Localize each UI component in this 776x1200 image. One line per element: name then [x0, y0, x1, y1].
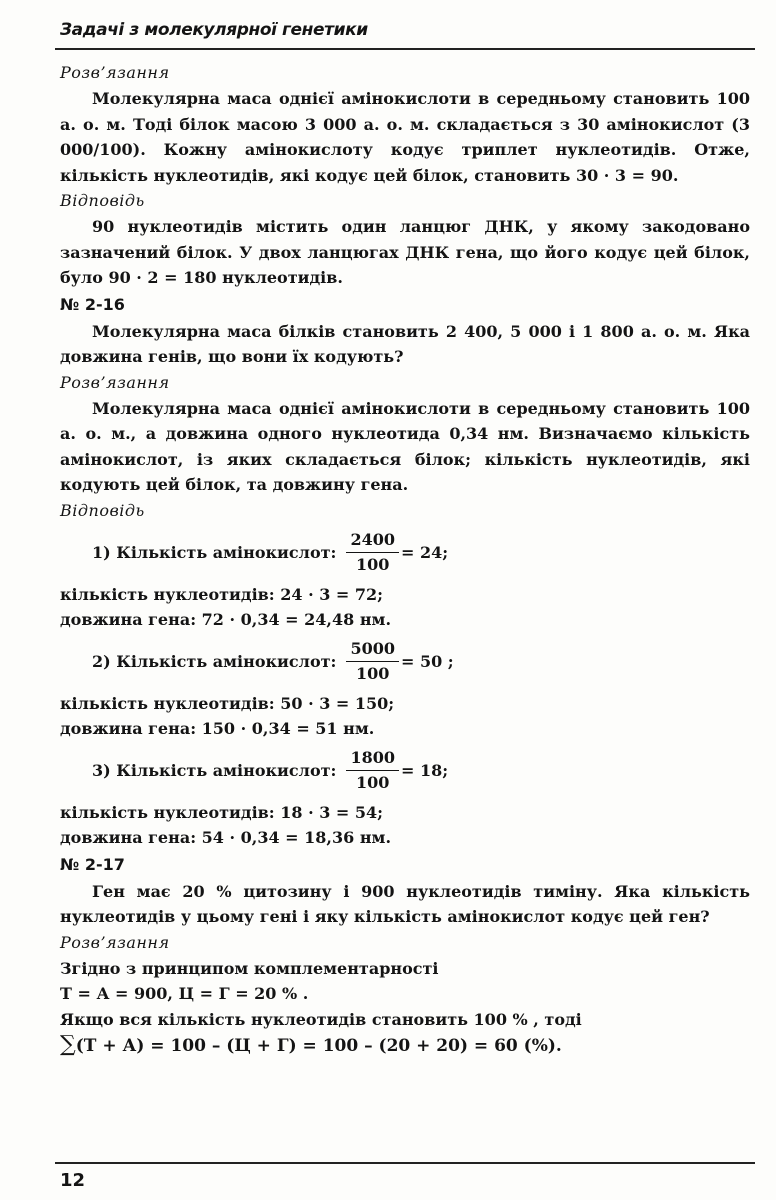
nucleotides-line: кількість нуклеотидів: 24 · 3 = 72; — [60, 584, 384, 604]
solution-line: Якщо вся кількість нуклеотидів становить 100 % , тоді — [60, 1009, 582, 1029]
answer-paragraph: 90 нуклеотидів містить один ланцюг ДНК, у якому закодовано зазначений білок. У двох ланцюгах ДНК гена, що його кодує цей білок, було 90 · 2 = 180 нуклеотидів. — [60, 217, 750, 287]
result: = 18; — [400, 760, 449, 780]
running-header: Задачі з молекулярної генетики — [60, 20, 368, 40]
numerator: 1800 — [346, 746, 399, 771]
solution-paragraph: Молекулярна маса однієї амінокислоти в середньому становить 100 а. о. м., а довжина одного нуклеотида 0,34 нм. Визначаємо кількість амінокислот, із яких складається білок; кількість нуклеотидів, які кодують цей білок, та довжину гена. — [60, 398, 750, 494]
page-number: 12 — [60, 1170, 86, 1191]
problem-statement: Молекулярна маса білків становить 2 400, 5 000 і 1 800 а. о. м. Яка довжина генів, що вони їх кодують? — [60, 321, 750, 366]
problem-statement: Ген має 20 % цитозину і 900 нуклеотидів тиміну. Яка кількість нуклеотидів у цьому гені і яку кількість амінокислот кодує цей ген? — [60, 881, 750, 926]
result: = 50 ; — [400, 651, 454, 671]
nucleotides-line: кількість нуклеотидів: 50 · 3 = 150; — [60, 693, 395, 713]
problem-number: № 2-16 — [60, 294, 125, 314]
answer-part-1 — [92, 524, 750, 582]
problem-number: № 2-17 — [60, 854, 125, 874]
numerator: 2400 — [346, 528, 399, 553]
answer-heading: Відповідь — [60, 500, 145, 520]
fraction — [346, 746, 399, 795]
footer-divider — [55, 1162, 755, 1164]
numerator: 5000 — [346, 637, 399, 662]
denominator: 100 — [356, 555, 390, 574]
fraction — [346, 528, 399, 577]
header-divider — [55, 48, 755, 50]
solution-heading: Розв’язання — [60, 63, 170, 82]
solution-heading: Розв’язання — [60, 932, 170, 952]
denominator: 100 — [356, 773, 390, 792]
gene-length-line: довжина гена: 72 · 0,34 = 24,48 нм. — [60, 610, 392, 629]
part-label: 1) Кількість амінокислот: — [92, 542, 337, 562]
solution-line: Згідно з принципом комплементарності — [60, 958, 439, 978]
answer-part-2 — [92, 633, 750, 691]
page-content — [60, 60, 750, 1060]
sum-equation — [60, 1032, 750, 1060]
part-label: 2) Кількість амінокислот: — [92, 651, 337, 671]
answer-heading: Відповідь — [60, 191, 145, 210]
solution-heading: Розв’язання — [60, 372, 170, 392]
equation-line: Т = А = 900, Ц = Г = 20 % . — [60, 984, 309, 1003]
gene-length-line: довжина гена: 150 · 0,34 = 51 нм. — [60, 719, 375, 738]
fraction — [346, 637, 399, 686]
gene-length-line: довжина гена: 54 · 0,34 = 18,36 нм. — [60, 828, 392, 847]
answer-part-3 — [92, 742, 750, 800]
part-label: 3) Кількість амінокислот: — [92, 760, 337, 780]
result: = 24; — [400, 542, 449, 562]
solution-paragraph: Молекулярна маса однієї амінокислоти в середньому становить 100 а. о. м. Тоді білок масою 3 000 а. о. м. складається з 30 амінокислот (3 000/100). Кожну амінокислоту кодує триплет нуклеотидів. Отже, кількість нуклеотидів, які кодує цей білок, становить 30 · 3 = 90. — [60, 89, 750, 185]
nucleotides-line: кількість нуклеотидів: 18 · 3 = 54; — [60, 802, 384, 822]
sigma-symbol: ∑ — [60, 1032, 76, 1057]
denominator: 100 — [356, 664, 390, 683]
sum-expression: (Т + А) = 100 – (Ц + Г) = 100 – (20 + 20) = 60 (%). — [75, 1036, 562, 1056]
